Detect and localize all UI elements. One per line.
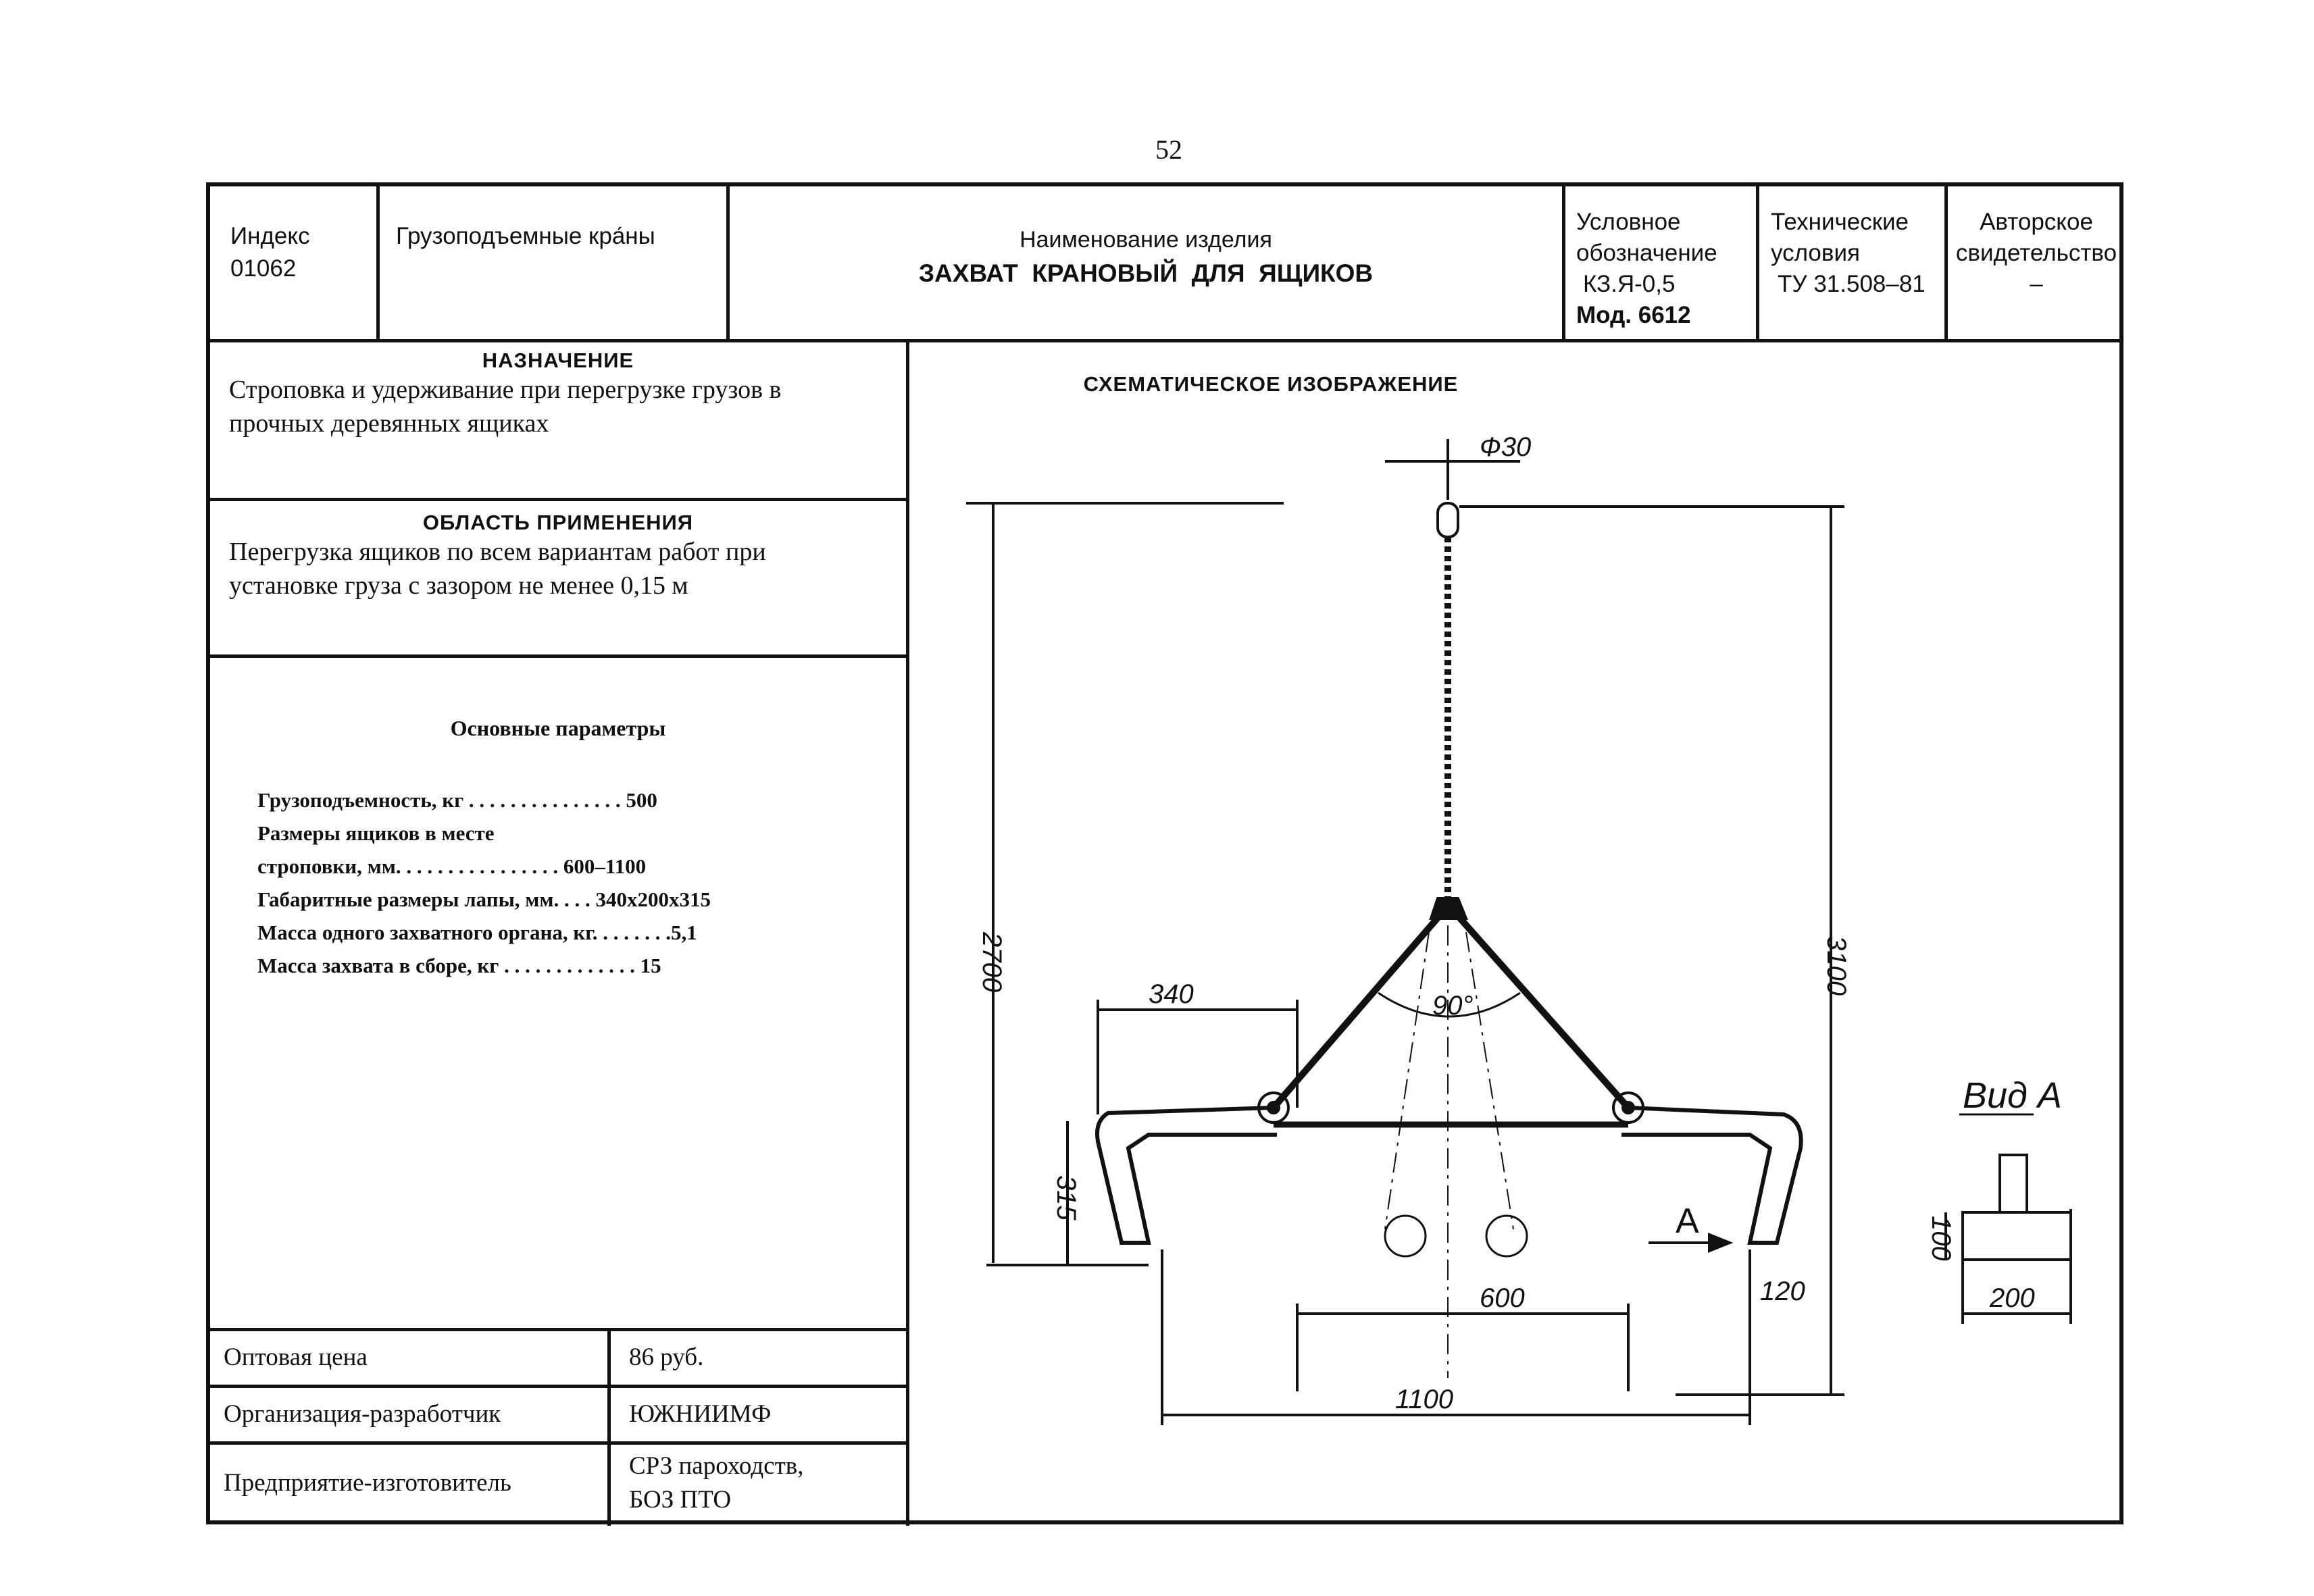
dim-600-text: 600 [1480, 1283, 1525, 1313]
param-row-organ-mass: Масса одного захватного органа, кг. . . . . . . .5,1 [257, 921, 697, 944]
drawing-title: СХЕМАТИЧЕСКОЕ ИЗОБРАЖЕНИЕ [1083, 372, 1459, 396]
dim-1100-text: 1100 [1395, 1385, 1454, 1414]
param-row-total-mass: Масса захвата в сборе, кг . . . . . . . . . . . . . 15 [257, 954, 661, 977]
category-value: Грузоподъемные кра́ны [396, 223, 655, 249]
developer-label: Организация-разработчик [224, 1400, 501, 1428]
purpose-title: НАЗНАЧЕНИЕ [482, 349, 634, 372]
tech-label-2: условия [1771, 240, 1860, 266]
product-name-label: Наименование изделия [1020, 227, 1272, 253]
tech-value: ТУ 31.508–81 [1778, 271, 1926, 297]
parameters-title: Основные параметры [450, 716, 666, 740]
page-number: 52 [1155, 134, 1182, 165]
purpose-line-1: Строповка и удерживание при перегрузке грузов в [229, 376, 782, 404]
designation-label-2: обозначение [1576, 240, 1717, 266]
designation-value-1: КЗ.Я-0,5 [1583, 271, 1676, 297]
dim-diameter-text: Ф30 [1480, 432, 1532, 462]
application-title: ОБЛАСТЬ ПРИМЕНЕНИЯ [422, 511, 694, 534]
dim-340-text: 340 [1149, 979, 1194, 1009]
dim-2700-text: 2700 [977, 932, 1007, 992]
dim-3100-text: 3100 [1821, 935, 1851, 996]
manufacturer-value-2: БОЗ ПТО [629, 1486, 732, 1514]
dim-100-text: 100 [1926, 1216, 1956, 1261]
price-value: 86 руб. [629, 1343, 704, 1371]
param-row-box-size-2: строповки, мм. . . . . . . . . . . . . . . . 600–1100 [257, 854, 647, 878]
dim-120-text: 120 [1760, 1277, 1805, 1306]
tech-label-1: Технические [1771, 209, 1909, 235]
right-claw [1621, 1108, 1801, 1243]
dim-200-text: 200 [1990, 1283, 2035, 1313]
param-row-box-size-1: Размеры ящиков в месте [257, 821, 495, 845]
author-label-1: Авторское [1980, 209, 2093, 235]
view-a-detail [1963, 1212, 2071, 1260]
rope-eye [1438, 503, 1458, 537]
manufacturer-label: Предприятие-изготовитель [224, 1469, 511, 1497]
designation-label-1: Условное [1576, 209, 1681, 235]
left-claw [1097, 1108, 1277, 1243]
param-row-capacity: Грузоподъемность, кг . . . . . . . . . . . . . . . 500 [257, 788, 657, 812]
manufacturer-value-1: СРЗ пароходств, [629, 1452, 804, 1480]
index-value: 01062 [230, 255, 297, 282]
view-a-arrow-label: А [1676, 1202, 1699, 1241]
grab-symbol-right [1486, 1216, 1527, 1256]
grab-symbol-left [1385, 1216, 1426, 1256]
application-line-1: Перегрузка ящиков по всем вариантам работ при [229, 538, 766, 566]
index-label: Индекс [230, 223, 310, 249]
left-sling [1274, 908, 1446, 1108]
purpose-line-2: прочных деревянных ящиках [229, 409, 549, 438]
designation-value-2: Мод. 6612 [1576, 302, 1691, 328]
price-label: Оптовая цена [224, 1343, 368, 1371]
product-name: ЗАХВАТ КРАНОВЫЙ ДЛЯ ЯЩИКОВ [918, 259, 1374, 287]
developer-value: ЮЖНИИМФ [629, 1400, 772, 1428]
application-line-2: установке груза с зазором не менее 0,15 м [229, 571, 688, 600]
author-label-2: свидетельство [1955, 240, 2117, 266]
param-row-paw-dimensions: Габаритные размеры лапы, мм. . . . 340x200x315 [257, 887, 711, 911]
dim-315-text: 315 [1051, 1175, 1081, 1220]
dim-angle-text: 90° [1432, 991, 1474, 1021]
view-a-title: Вид А [1963, 1075, 2062, 1116]
author-value: – [2030, 271, 2043, 297]
